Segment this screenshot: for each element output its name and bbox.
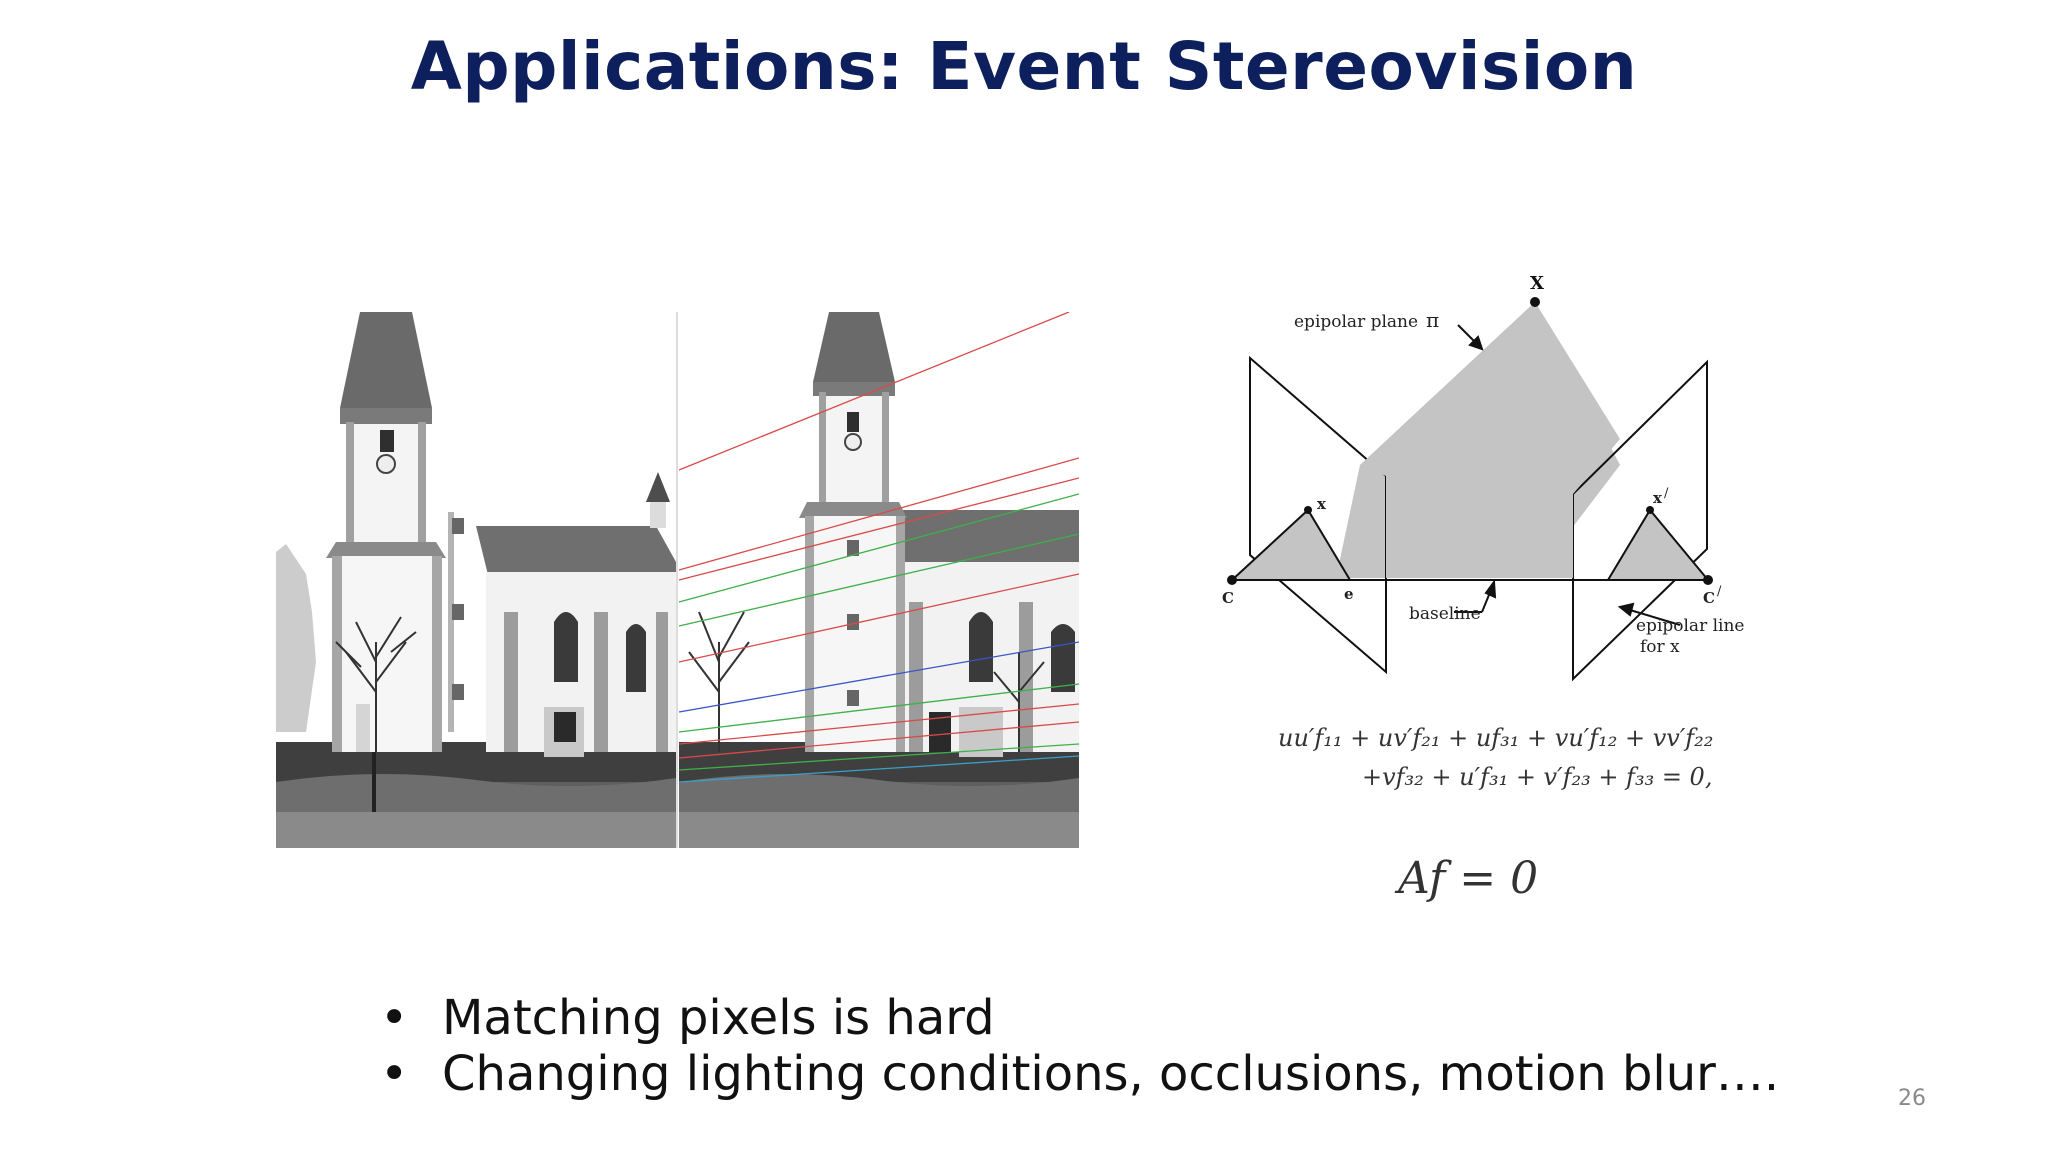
label-C-prime-mark: / bbox=[1717, 584, 1722, 599]
fundamental-equation-line2: +vf₃₂ + u′f₃₁ + v′f₂₃ + f₃₃ = 0, bbox=[1362, 763, 1713, 791]
slide-title: Applications: Event Stereovision bbox=[410, 28, 1638, 105]
point-X bbox=[1530, 297, 1540, 307]
stereo-photo-pair bbox=[276, 312, 1079, 848]
bullet-item bbox=[380, 1046, 1779, 1102]
label-x: x bbox=[1317, 495, 1326, 513]
epipolar-geometry-diagram bbox=[1210, 265, 1750, 685]
point-x-prime bbox=[1646, 506, 1654, 514]
label-for-x: for x bbox=[1640, 637, 1680, 657]
bullet-dot-icon: • bbox=[380, 990, 409, 1046]
label-epipolar-line: epipolar line bbox=[1636, 616, 1745, 636]
bullet-text: Matching pixels is hard bbox=[442, 990, 995, 1046]
point-C bbox=[1227, 575, 1237, 585]
matrix-equation: Af = 0 bbox=[1398, 853, 1539, 904]
bullet-dot-icon: • bbox=[380, 1046, 409, 1102]
label-C: C bbox=[1222, 589, 1234, 607]
label-pi: π bbox=[1426, 308, 1440, 332]
bullet-item bbox=[380, 990, 1779, 1046]
label-C-prime: C bbox=[1703, 589, 1715, 607]
point-x bbox=[1304, 506, 1312, 514]
fundamental-equation-line1: uu′f₁₁ + uv′f₂₁ + uf₃₁ + vu′f₁₂ + vv′f₂₂ bbox=[1278, 724, 1714, 752]
label-baseline: baseline bbox=[1409, 604, 1481, 624]
bullet-list bbox=[380, 990, 1779, 1102]
point-C-prime bbox=[1703, 575, 1713, 585]
label-epipolar-plane: epipolar plane bbox=[1294, 312, 1419, 332]
label-x-prime-mark: / bbox=[1664, 486, 1669, 501]
page-number: 26 bbox=[1898, 1086, 1926, 1111]
label-X: X bbox=[1530, 273, 1544, 294]
left-church-image bbox=[276, 312, 676, 848]
label-x-prime: x bbox=[1653, 489, 1662, 507]
bullet-text: Changing lighting conditions, occlusions, motion blur…. bbox=[442, 1046, 1780, 1102]
label-e: e bbox=[1344, 585, 1354, 603]
